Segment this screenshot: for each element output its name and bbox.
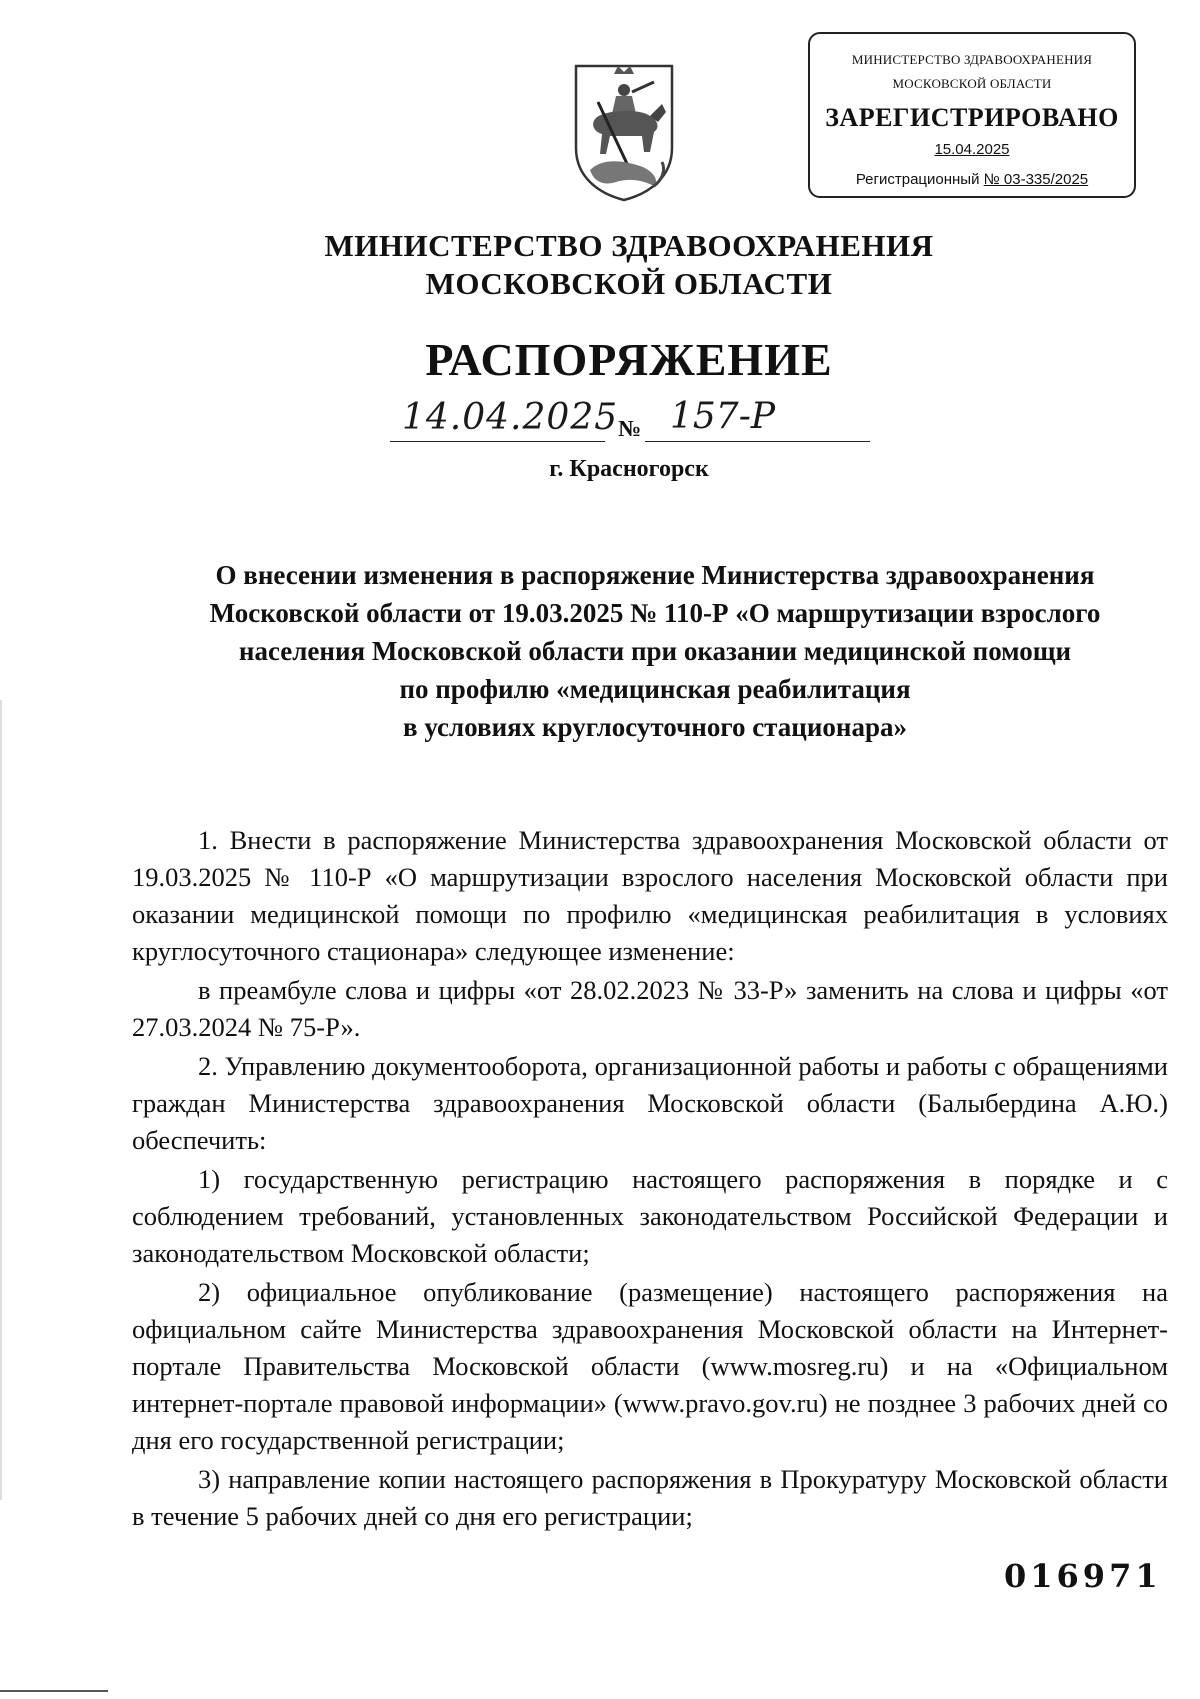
ministry-name-line2: МОСКОВСКОЙ ОБЛАСТИ <box>425 266 833 301</box>
ministry-name-line1: МИНИСТЕРСТВО ЗДРАВООХРАНЕНИЯ <box>324 228 934 263</box>
order-date: 14.04.2025 <box>402 397 619 438</box>
stamp-registration-number <box>810 171 1134 188</box>
stamp-status: ЗАРЕГИСТРИРОВАНО <box>825 103 1119 132</box>
stamp-ministry-line: МИНИСТЕРСТВО ЗДРАВООХРАНЕНИЯ <box>851 52 1093 67</box>
coat-of-arms-icon <box>570 62 678 202</box>
stamp-reg-label: Регистрационный <box>855 171 984 188</box>
document-type: РАСПОРЯЖЕНИЕ <box>425 334 833 385</box>
document-title <box>140 556 1170 746</box>
document-body <box>132 822 1168 1537</box>
paragraph-subitem-2: 2) официальное опубликование (размещение) настоящего распоряжения на официальном сайте Министерства здравоохранения Московской области на Интернет-портале Правительства Московской области (www.mosreg.ru) и на «Официальном интернет-портале правовой информации» (www.pravo.gov.ru) не позднее 3 рабочих дней со дня его государственной регистрации; <box>132 1277 1168 1455</box>
paragraph-subitem-3: 3) направление копии настоящего распоряжения в Прокуратуру Московской области в течение 5 рабочих дней со дня его регистрации; <box>132 1464 1168 1531</box>
number-underline <box>645 441 870 442</box>
title-line: населения Московской области при оказании медицинской помощи <box>238 636 1072 666</box>
paragraph-item-2: 2. Управлению документооборота, организационной работы и работы с обращениями граждан Министерства здравоохранения Московской области (Балыбердина А.Ю.) обеспечить: <box>132 1051 1168 1155</box>
title-line: в условиях круглосуточного стационара» <box>403 712 907 742</box>
stamp-reg-number: № 03-335/2025 <box>983 171 1089 188</box>
paragraph-subitem-1: 1) государственную регистрацию настоящего распоряжения в порядке и с соблюдением требований, установленных законодательством Российской Федерации и законодательством Московской области; <box>132 1164 1168 1268</box>
paragraph-preamble-change: в преамбуле слова и цифры «от 28.02.2023 № 33-Р» заменить на слова и цифры «от 27.03.2024 № 75-Р». <box>132 975 1168 1042</box>
page-serial-code: 016971 <box>1004 1557 1162 1595</box>
registration-stamp <box>808 32 1136 198</box>
stamp-date: 15.04.2025 <box>934 141 1010 158</box>
paragraph-item-1: 1. Внести в распоряжение Министерства здравоохранения Московской области от 19.03.2025 № 110-Р «О маршрутизации взрослого населения Московской области при оказании медицинской помощи по профилю «медицинская реабилитация в условиях круглосуточного стационара» следующее изменение: <box>132 825 1168 966</box>
order-number: 157-Р <box>670 396 776 437</box>
corner-mark <box>0 1690 108 1692</box>
title-line: Московской области от 19.03.2025 № 110-Р «О маршрутизации взрослого <box>209 598 1101 628</box>
stamp-region-line: МОСКОВСКОЙ ОБЛАСТИ <box>892 76 1052 91</box>
title-line: по профилю «медицинская реабилитация <box>399 674 911 704</box>
date-underline <box>390 441 605 442</box>
title-line: О внесении изменения в распоряжение Министерства здравоохранения <box>215 560 1095 590</box>
scan-edge-shadow <box>0 700 2 1500</box>
number-sign: № <box>618 416 642 441</box>
issue-city: г. Красногорск <box>549 456 709 482</box>
